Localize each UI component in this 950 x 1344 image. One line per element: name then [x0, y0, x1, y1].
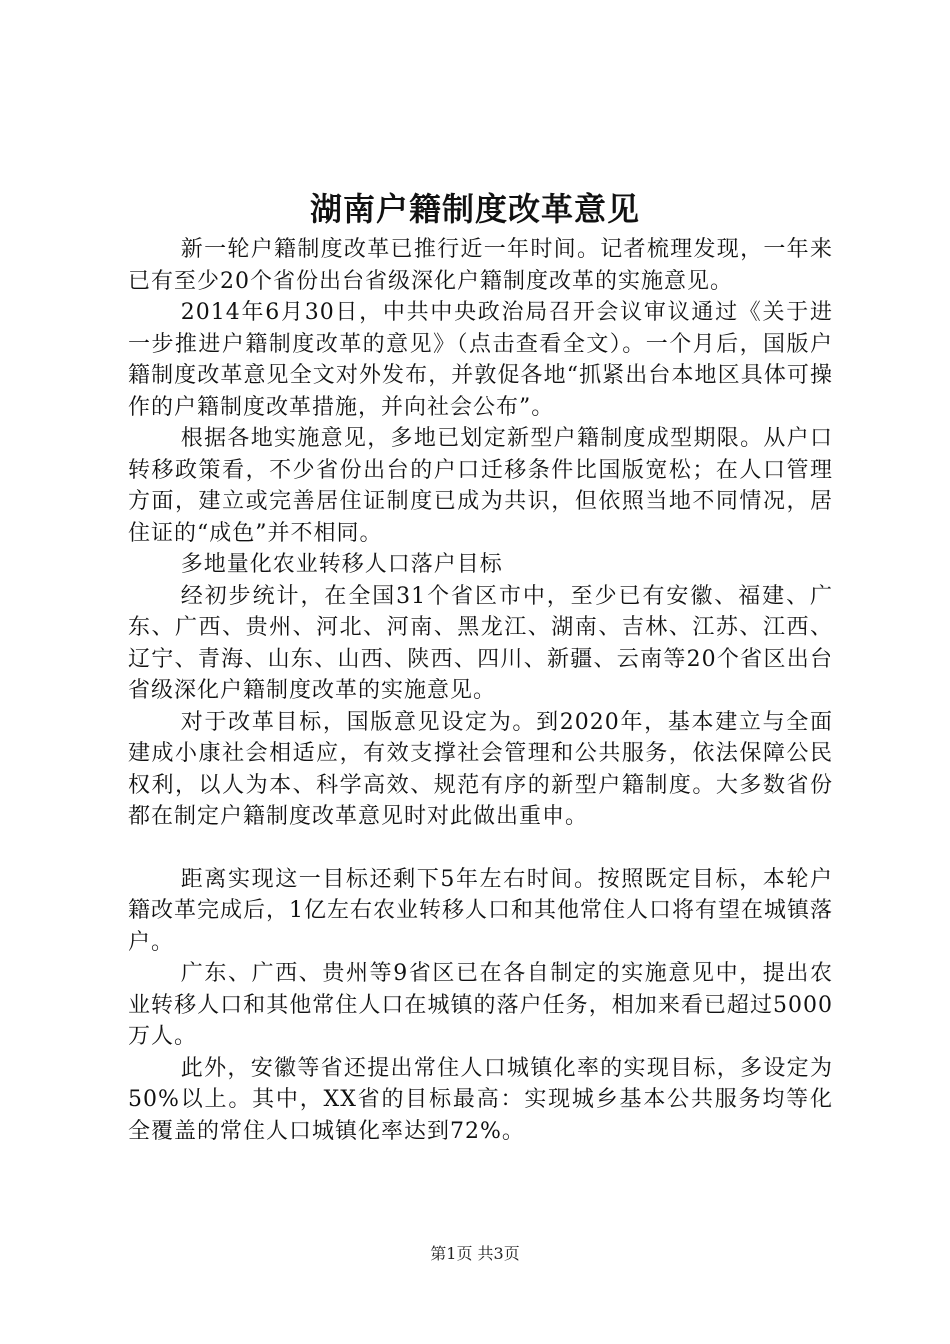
paragraph: 新一轮户籍制度改革已推行近一年时间。记者梳理发现，一年来已有至少20个省份出台省级深化户籍制度改革的实施意见。 — [128, 237, 833, 294]
paragraph: 经初步统计，在全国31个省区市中，至少已有安徽、福建、广东、广西、贵州、河北、河南、黑龙江、湖南、吉林、江苏、江西、辽宁、青海、山东、山西、陕西、四川、新疆、云南等20个省区出台省级深化户籍制度改革的实施意见。 — [128, 583, 833, 703]
paragraph: 对于改革目标，国版意见设定为。到2020年，基本建立与全面建成小康社会相适应，有效支撑社会管理和公共服务，依法保障公民权利，以人为本、科学高效、规范有序的新型户籍制度。大多数省份都在制定户籍制度改革意见时对此做出重申。 — [128, 709, 833, 829]
paragraph: 根据各地实施意见，多地已划定新型户籍制度成型期限。从户口转移政策看，不少省份出台的户口迁移条件比国版宽松；在人口管理方面，建立或完善居住证制度已成为共识，但依照当地不同情况，居住证的“成色”并不相同。 — [128, 426, 833, 546]
paragraph: 此外，安徽等省还提出常住人口城镇化率的实现目标，多设定为50%以上。其中，XX省的目标最高：实现城乡基本公共服务均等化全覆盖的常住人口城镇化率达到72%。 — [128, 1055, 833, 1144]
paragraph: 距离实现这一目标还剩下5年左右时间。按照既定目标，本轮户籍改革完成后，1亿左右农业转移人口和其他常住人口将有望在城镇落户。 — [128, 866, 833, 955]
section-heading: 多地量化农业转移人口落户目标 — [180, 552, 503, 577]
page-footer: 第1页 共3页 — [430, 1244, 520, 1263]
paragraph: 广东、广西、贵州等9省区已在各自制定的实施意见中，提出农业转移人口和其他常住人口在城镇的落户任务，相加来看已超过5000万人。 — [128, 961, 833, 1049]
document-title: 湖南户籍制度改革意见 — [309, 190, 640, 228]
document-body — [128, 234, 833, 1147]
paragraph: 2014年6月30日，中共中央政治局召开会议审议通过《关于进一步推进户籍制度改革的意见》（点击查看全文）。一个月后，国版户籍制度改革意见全文对外发布，并敦促各地“抓紧出台本地区具体可操作的户籍制度改革措施，并向社会公布”。 — [128, 300, 833, 420]
